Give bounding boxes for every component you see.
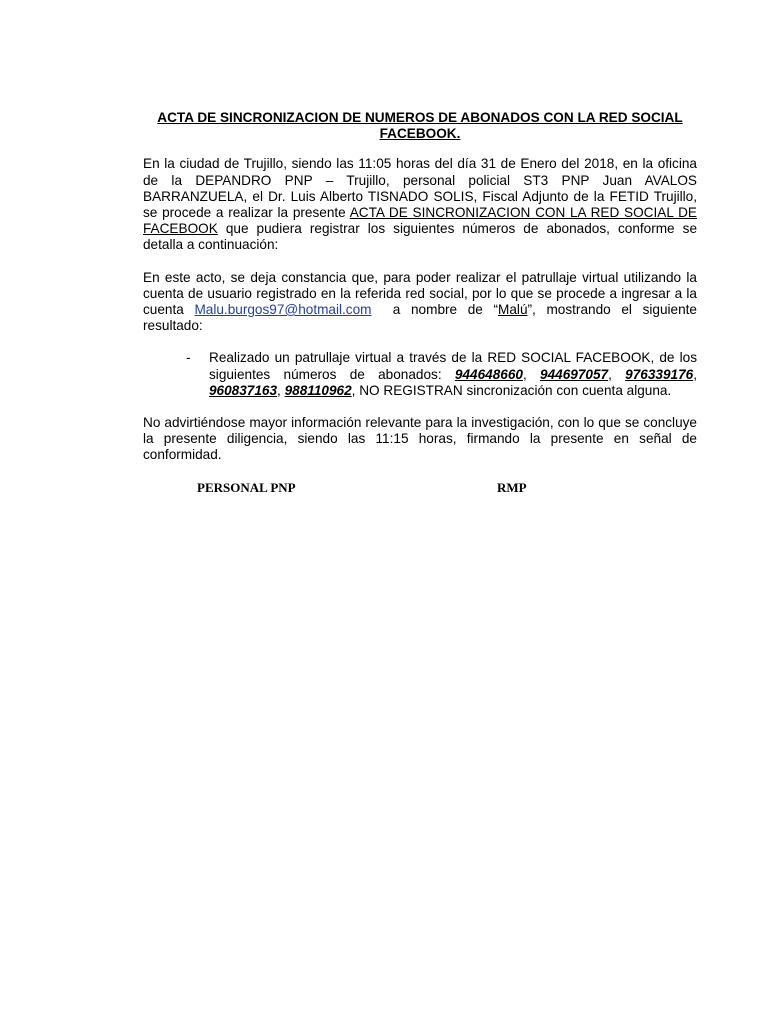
account-text-middle: a nombre de “ (371, 302, 499, 318)
title-line-2: FACEBOOK. (379, 126, 461, 142)
paragraph-conclusion: No advirtiéndose mayor información relevante para la investigación, con lo que se concluye la presente diligencia, siendo las 11:15 horas, firmando la presente en señal de conformidad. (143, 415, 697, 463)
bullet-text-end: , NO REGISTRAN sincronización con cuenta alguna. (351, 382, 672, 398)
account-text: En este acto, se deja constancia que, para poder realizar el patrullaje virtual utilizando la cuenta de usuario registrado en la referida red social, por lo que se procede a ingresar a la cuenta (143, 269, 697, 318)
email-link[interactable]: Malu.burgos97@hotmail.com (194, 302, 372, 318)
number-separator: , (277, 382, 285, 398)
subscriber-number: 960837163 (209, 382, 278, 398)
subscriber-number: 988110962 (284, 382, 352, 398)
signature-block (143, 480, 697, 500)
signature-left: PERSONAL PNP (197, 479, 296, 495)
subscriber-number: 944648660 (454, 366, 523, 382)
intro-text: En la ciudad de Trujillo, siendo las 11:05 horas del día 31 de Enero del 2018, en la oficina de la DEPANDRO PNP – Trujillo, personal policial ST3 PNP Juan AVALOS BARRANZUELA, el Dr. Luis Alberto TISNADO SOLIS, Fiscal Adjunto de la FETID Trujillo, se procede a realizar la presente (143, 156, 697, 221)
number-separator: , (693, 366, 697, 382)
account-text-end: ”, mostrando el siguiente resultado: (143, 302, 697, 334)
account-name: Malú (498, 302, 528, 318)
title-line-1: ACTA DE SINCRONIZACION DE NUMEROS DE ABONADOS CON LA RED SOCIAL (157, 110, 683, 125)
document-page (143, 110, 697, 500)
intro-text-end: que pudiera registrar los siguientes números de abonados, conforme se detalla a continuación: (143, 221, 697, 253)
number-separator: , (522, 366, 541, 382)
list-item (143, 350, 697, 399)
subscriber-number: 944697057 (540, 366, 609, 382)
signature-right: RMP (497, 479, 527, 495)
paragraph-intro (143, 156, 697, 253)
number-separator: , (608, 366, 626, 382)
document-title (143, 110, 697, 142)
bullet-dash: - (186, 350, 191, 366)
subscriber-number: 976339176 (625, 366, 694, 382)
paragraph-account (143, 270, 697, 335)
bullet-text-intro: Realizado un patrullaje virtual a través de la RED SOCIAL FACEBOOK, de los siguientes números de abonados: (209, 350, 697, 382)
acta-reference: ACTA DE SINCRONIZACION CON LA RED SOCIAL DE FACEBOOK (143, 205, 697, 237)
bullet-text (209, 350, 697, 399)
